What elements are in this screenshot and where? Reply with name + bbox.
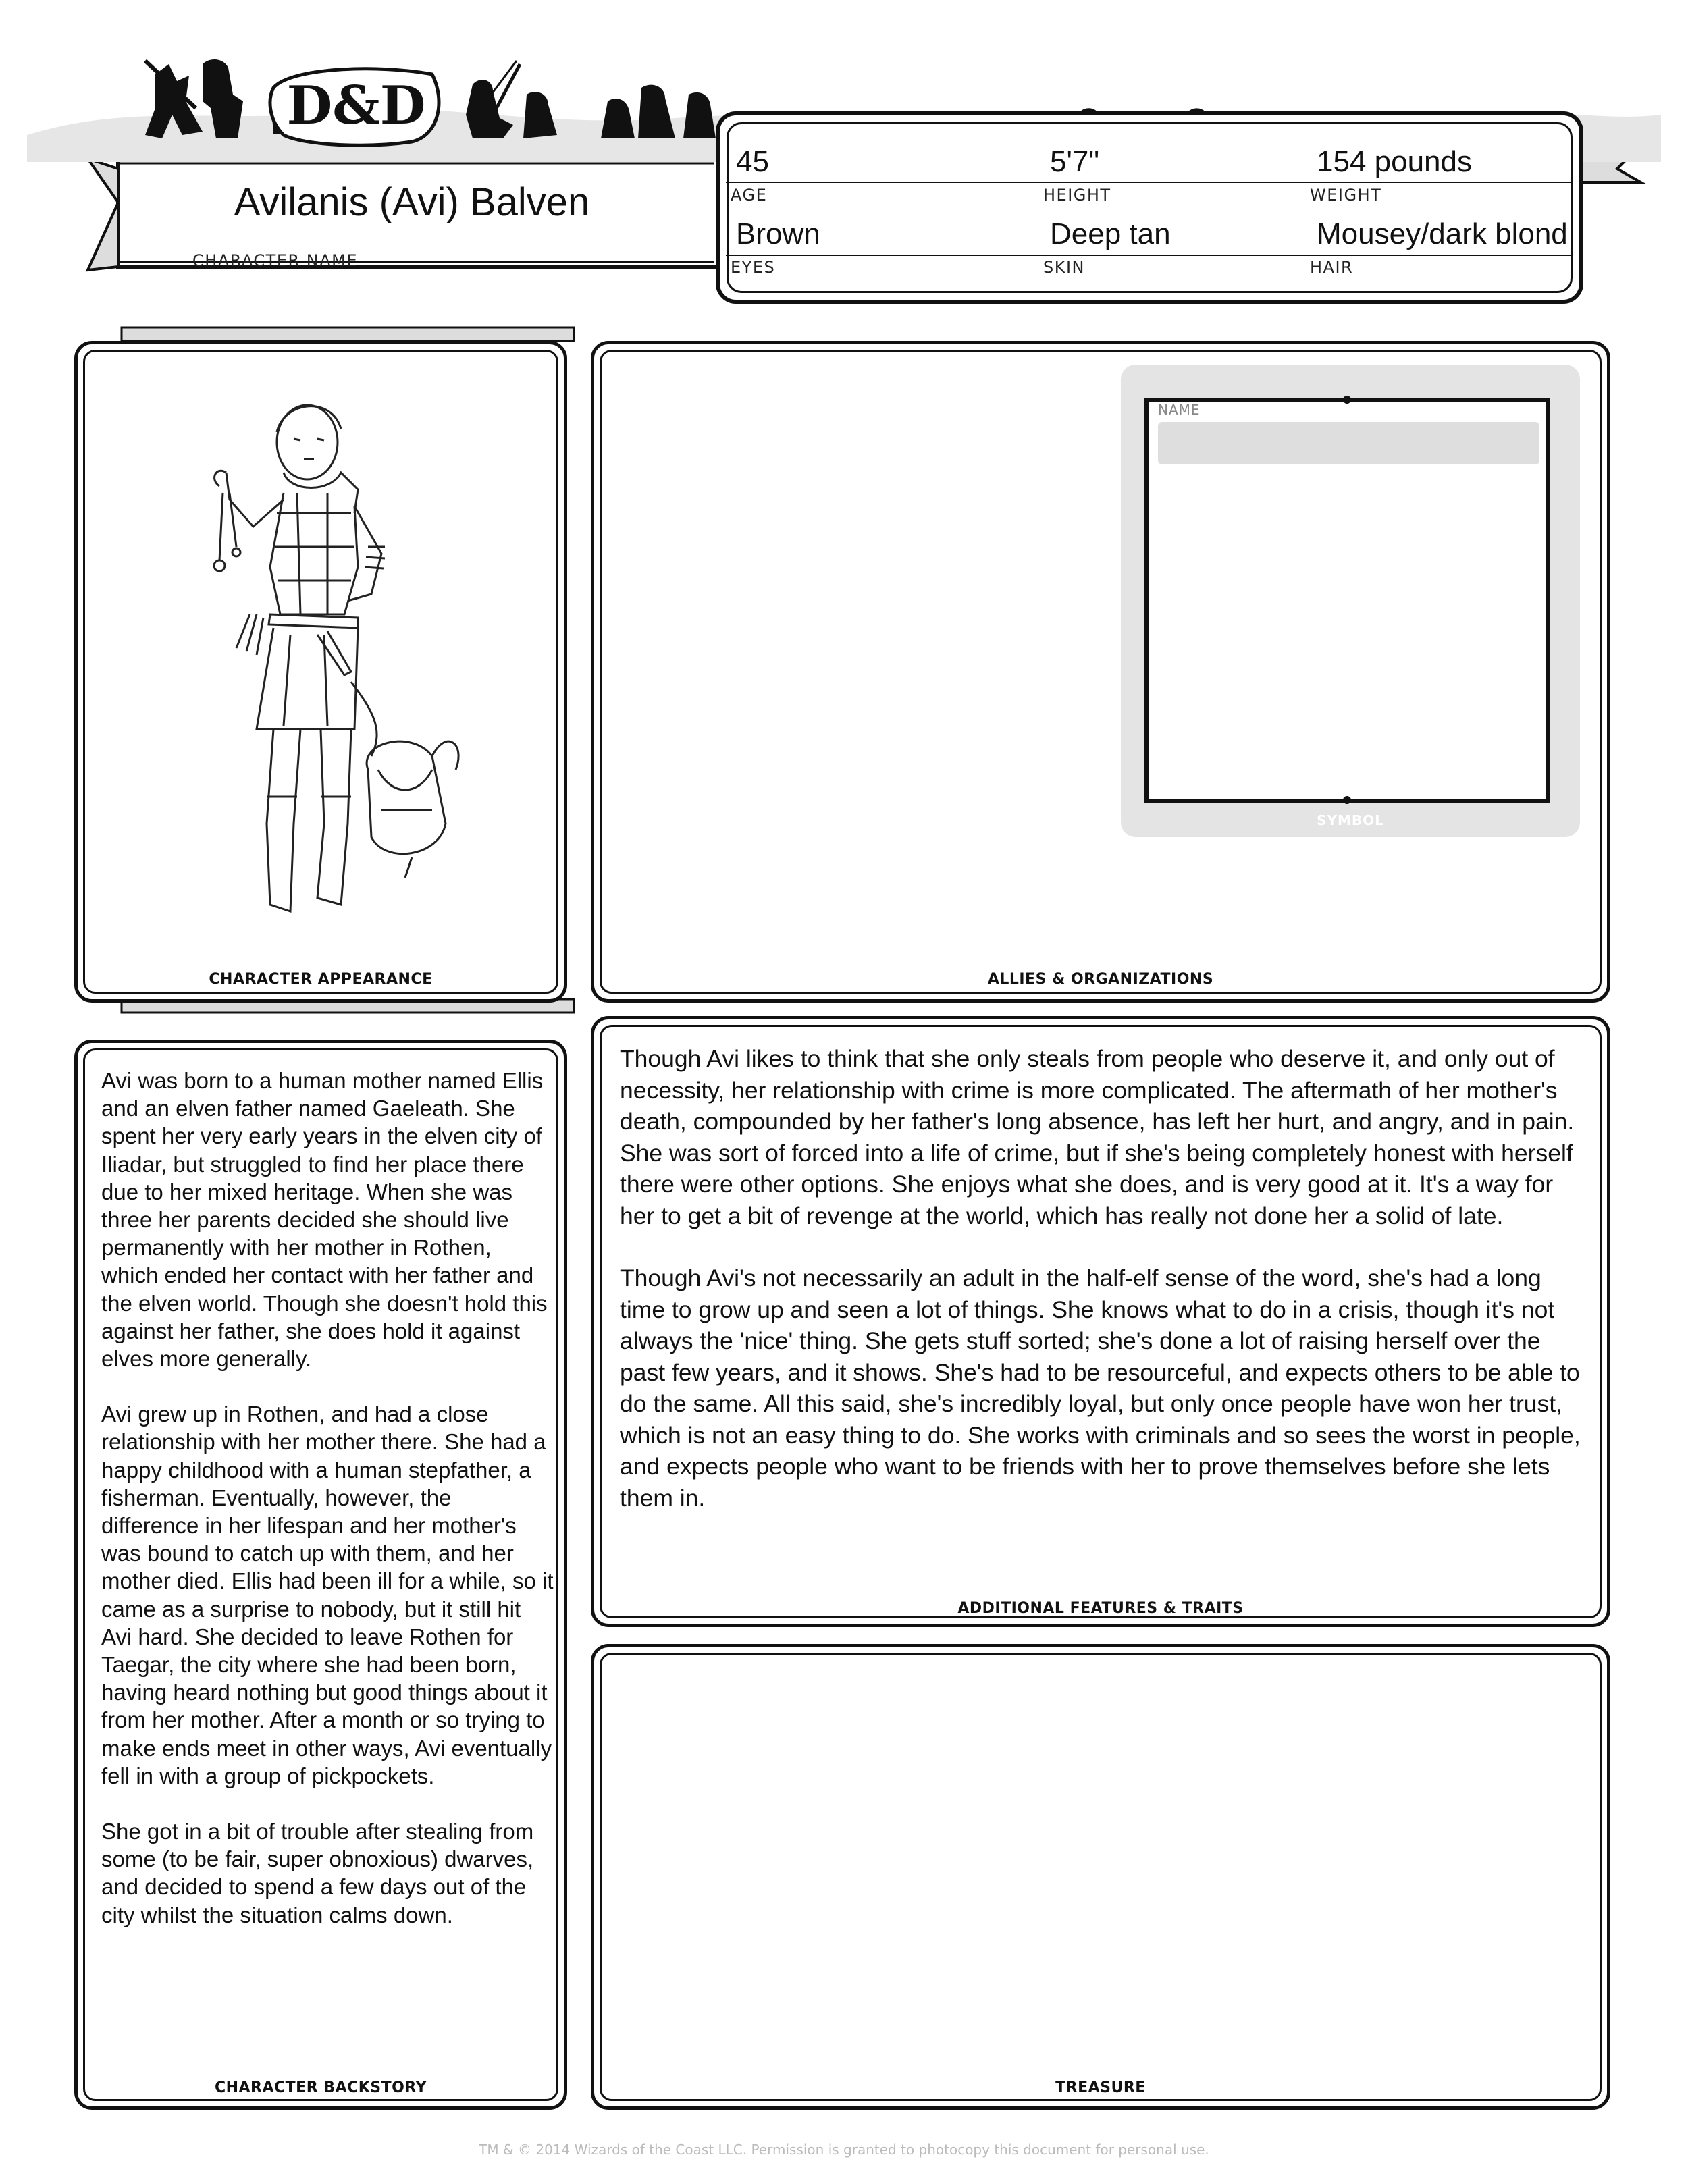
skin-value[interactable]: Deep tan xyxy=(1050,217,1171,250)
backstory-paragraph-3: She got in a bit of trouble after stealing from some (to be fair, super obnoxious) dwarves, and decided to spend a few days out of the city whilst the situation calms down. xyxy=(101,1819,534,1927)
allies-caption: ALLIES & ORGANIZATIONS xyxy=(987,971,1214,988)
features-text xyxy=(620,1043,1592,1514)
eyes-value[interactable]: Brown xyxy=(736,217,820,250)
character-portrait xyxy=(189,392,500,932)
character-name-label: CHARACTER NAME xyxy=(192,251,359,270)
character-name-value[interactable]: Avilanis (Avi) Balven xyxy=(234,180,590,224)
org-symbol-label: SYMBOL xyxy=(1317,812,1384,828)
features-caption: ADDITIONAL FEATURES & TRAITS xyxy=(957,1600,1244,1617)
backstory-paragraph-1: Avi was born to a human mother named Ellis and an elven father named Gaeleath. She spent her very early years in the elven city of Iliadar, but struggled to find her place there due to her mixed heritage. When she was three her parents decided she should live permanently with her mother in Rothen, which ended her contact with her father and the elven world. Though she doesn't hold this against her father, she does hold it against elves more generally. xyxy=(101,1068,548,1372)
weight-value[interactable]: 154 pounds xyxy=(1317,145,1472,178)
skin-label: SKIN xyxy=(1043,258,1086,277)
height-value[interactable]: 5'7" xyxy=(1050,145,1099,178)
dnd-logo: D&D xyxy=(286,75,426,136)
height-label: HEIGHT xyxy=(1043,186,1111,205)
age-label: AGE xyxy=(731,186,768,205)
footer-legal: TM & © 2014 Wizards of the Coast LLC. Permission is granted to photocopy this document for personal use. xyxy=(479,2141,1209,2158)
treasure-caption: TREASURE xyxy=(1055,2079,1146,2096)
eyes-label: EYES xyxy=(731,258,776,277)
backstory-text xyxy=(101,1067,554,1929)
features-paragraph-2: Though Avi's not necessarily an adult in the half-elf sense of the word, she's had a long time to grow up and seen a lot of things. She knows what to do in a crisis, though it's not always the 'nice' thing. She gets stuff sorted; she's done a lot of raising herself over the past few years, and it shows. She's had to be resourceful, and expects others to be able to do the same. All this said, she's incredibly loyal, but only once people have won her trust, which is not an easy thing to do. She works with criminals and so sees the worst in people, and expects people who want to be friends with her to prove themselves before she lets them in. xyxy=(620,1264,1581,1512)
weight-label: WEIGHT xyxy=(1310,186,1382,205)
backstory-paragraph-2: Avi grew up in Rothen, and had a close relationship with her mother there. She had a happy childhood with a human stepfather, a fisherman. Eventually, however, the difference in her lifespan and her mother's was bound to catch up with them, and her mother died. Ellis had been ill for a while, so it came as a surprise to nobody, but it still hit Avi hard. She decided to leave Rothen for Taegar, the city where she had been born, having heard nothing but good things about it from her mother. After a month or so trying to make ends meet in other ways, Avi eventually fell in with a group of pickpockets. xyxy=(101,1402,554,1788)
age-value[interactable]: 45 xyxy=(736,145,769,178)
features-paragraph-1: Though Avi likes to think that she only steals from people who deserve it, and only out of necessity, her relationship with crime is more complicated. The aftermath of her mother's death, compounded by her father's long absence, has left her hurt, and angry, and in pain. She was sort of forced into a life of crime, but if she's being completely honest with herself there were other options. She enjoys what she does, and is very good at it. It's a way for her to get a bit of revenge at the world, which has really not done her a solid of late. xyxy=(620,1045,1575,1229)
org-name-field[interactable] xyxy=(1158,422,1539,464)
backstory-caption: CHARACTER BACKSTORY xyxy=(214,2079,427,2096)
treasure-box[interactable] xyxy=(591,1644,1610,2110)
appearance-caption: CHARACTER APPEARANCE xyxy=(209,971,433,988)
hair-label: HAIR xyxy=(1310,258,1354,277)
hair-value[interactable]: Mousey/dark blond xyxy=(1317,217,1568,250)
org-name-label: NAME xyxy=(1158,402,1201,418)
